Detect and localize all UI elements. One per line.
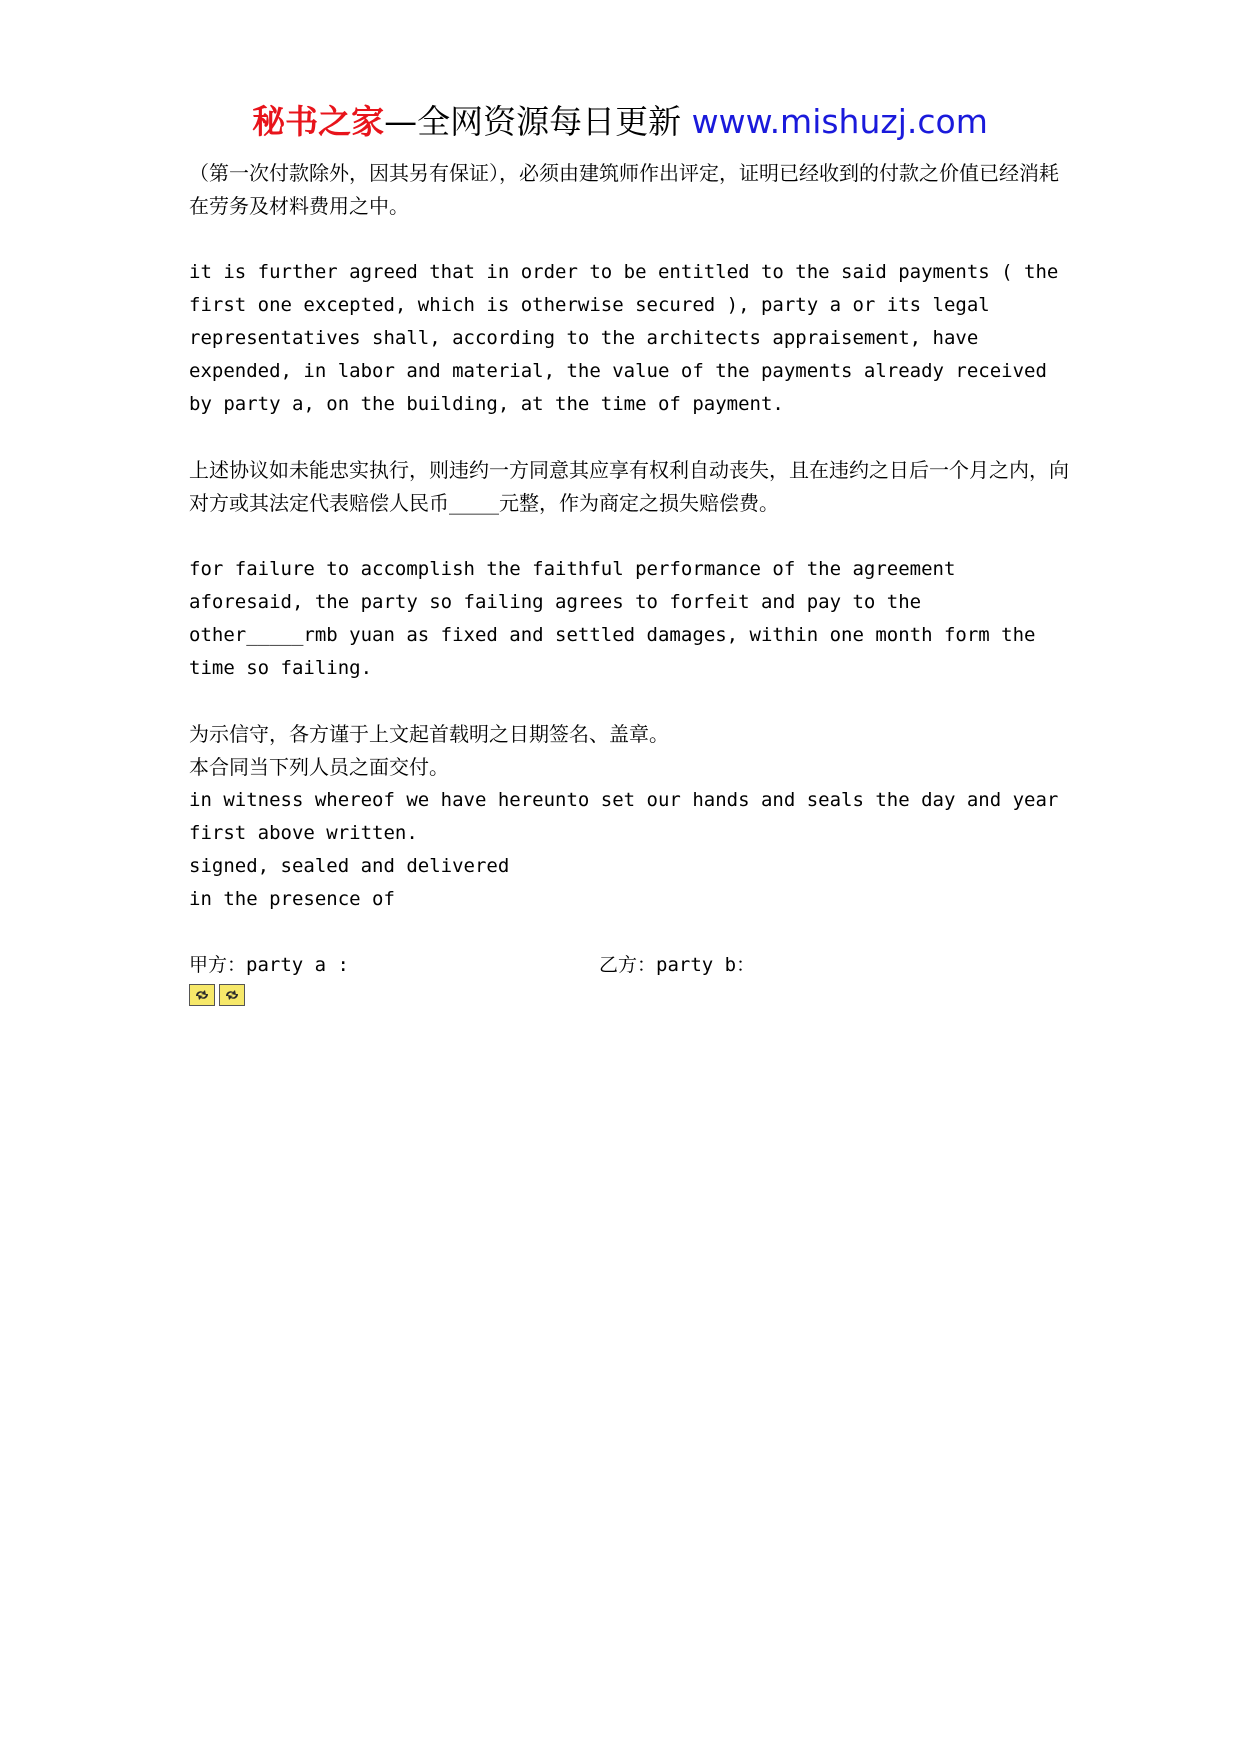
paragraph-gap bbox=[189, 223, 1069, 256]
party-a-signature: 甲方：party a : bbox=[189, 954, 349, 976]
brand-name: 秘书之家 bbox=[252, 102, 385, 141]
paragraph-en-signed: signed, sealed and delivered bbox=[189, 855, 510, 877]
site-url-link[interactable]: www.mishuzj.com bbox=[691, 102, 988, 141]
site-header bbox=[0, 100, 1240, 144]
paragraph-en-witness: in witness whereof we have hereunto set our hands and seals the day and year first above written. bbox=[189, 789, 1070, 844]
embedded-icons bbox=[189, 984, 1069, 1006]
party-b-signature: 乙方：party b： bbox=[599, 954, 756, 976]
paragraph-gap bbox=[189, 916, 1069, 949]
paragraph-cn-witness: 为示信守，各方谨于上文起首载明之日期签名、盖章。 bbox=[189, 722, 669, 746]
paragraph-gap bbox=[189, 685, 1069, 718]
signature-row bbox=[189, 949, 1069, 982]
paragraph-cn-damages: 上述协议如未能忠实执行，则违约一方同意其应享有权利自动丧失，且在违约之日后一个月之内，向对方或其法定代表赔偿人民币_____元整，作为商定之损失赔偿费。 bbox=[189, 458, 1069, 515]
paragraph-gap bbox=[189, 520, 1069, 553]
header-slogan: —全网资源每日更新 bbox=[384, 102, 682, 141]
document-body bbox=[189, 157, 1069, 1006]
paragraph-cn-payment: （第一次付款除外，因其另有保证），必须由建筑师作出评定，证明已经收到的付款之价值已经消耗在劳务及材料费用之中。 bbox=[189, 161, 1059, 218]
link-icon[interactable] bbox=[219, 984, 245, 1006]
paragraph-cn-delivery: 本合同当下列人员之面交付。 bbox=[189, 755, 449, 779]
paragraph-en-damages: for failure to accomplish the faithful performance of the agreement aforesaid, the party so failing agrees to forfeit and pay to the other_____rmb yuan as fixed and settled damages, within one month form the time so failing. bbox=[189, 558, 1047, 679]
paragraph-gap bbox=[189, 421, 1069, 454]
paragraph-en-presence: in the presence of bbox=[189, 888, 395, 910]
link-icon[interactable] bbox=[189, 984, 215, 1006]
paragraph-en-payment: it is further agreed that in order to be entitled to the said payments ( the first one excepted, which is otherwise secured ), party a or its legal representatives shall, according to the architects appraisement, have expended, in labor and material, the value of the payments already received by party a, on the building, at the time of payment. bbox=[189, 261, 1070, 415]
